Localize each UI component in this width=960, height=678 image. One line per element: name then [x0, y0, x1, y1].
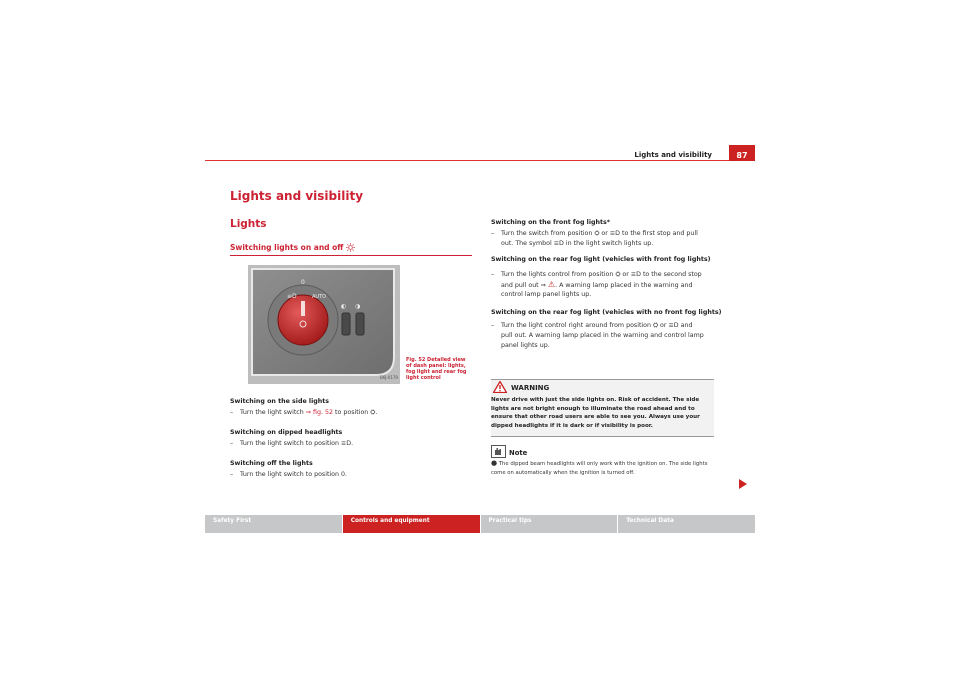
side-lights-text-a: Turn the light switch [240, 409, 306, 416]
off-step: – Turn the light switch to position 0. [230, 471, 348, 478]
rear-fog-nofront-step-2: pull out. A warning lamp placed in the warning and control lamp [501, 332, 704, 339]
warning-text: Never drive with just the side lights on. Risk of accident. The side lights are not bright enough to illuminate the road ahead and to ensure that other road users are able to see you. Always use your dipped headlights if it is dark or if visibility is poor. [491, 397, 700, 429]
rear-fog-nofront-step-1: – Turn the light control right around from position ⛭ or ≡D and [491, 322, 693, 329]
tab-controls-and-equipment[interactable]: Controls and equipment [343, 515, 480, 533]
fig-52-link[interactable]: ⇒ fig. 52 [305, 409, 334, 416]
rear-fog-nofront-text-1: Turn the light control right around from position ⛭ or ≡D and [501, 322, 693, 329]
running-header: Lights and visibility [634, 151, 712, 159]
page-number: 87 [729, 145, 755, 161]
rear-fog-front-text-1: Turn the lights control from position ⛭ or ≡D to the second stop [501, 271, 702, 278]
note-label: Note [509, 449, 528, 457]
subsection-label: Switching lights on and off [230, 243, 344, 252]
dipped-step: – Turn the light switch to position ≡D. [230, 440, 354, 447]
note-text: ● The dipped beam headlights will only work with the ignition on. The side lights come on automatically when the ignition is turned off. [491, 459, 708, 476]
side-lights-heading: Switching on the side lights [230, 398, 329, 405]
svg-text:≡D: ≡D [287, 293, 297, 300]
svg-text:0: 0 [301, 279, 305, 286]
warning-ref-icon[interactable]: ⚠ [547, 280, 556, 289]
svg-text:◐: ◐ [341, 303, 347, 310]
svg-text:AUTO: AUTO [312, 294, 327, 300]
rear-fog-front-step-1: – Turn the lights control from position ⛭ or ≡D to the second stop [491, 271, 702, 278]
rear-fog-nofront-heading: Switching on the rear fog light (vehicles with no front fog lights) [491, 309, 722, 316]
header-rule [205, 160, 755, 161]
dash-panel-figure [248, 265, 400, 384]
dipped-text: Turn the light switch to position ≡D. [240, 440, 354, 447]
section-title: Lights [230, 218, 267, 230]
side-lights-text-b: to position ⛭. [333, 409, 378, 416]
rear-fog-nofront-step-3: panel lights up. [501, 342, 550, 349]
note-body: The dipped beam headlights will only work with the ignition on. The side lights come on automatically when the ignition is turned off. [491, 461, 708, 476]
chapter-title: Lights and visibility [230, 189, 364, 203]
dipped-heading: Switching on dipped headlights [230, 429, 343, 436]
figure-caption: Fig. 52 Detailed view of dash panel: lights, fog light and rear fog light control [406, 357, 467, 381]
rear-fog-front-text-2a: and pull out ⇒ [501, 282, 548, 289]
warning-title: WARNING [511, 384, 550, 392]
front-fog-heading: Switching on the front fog lights* [491, 219, 611, 226]
side-lights-step: – Turn the light switch ⇒ fig. 52 to position ⛭. [230, 409, 378, 416]
front-fog-step-1: – Turn the switch from position ⛭ or ≡D to the first stop and pull [491, 230, 698, 237]
note-hand-icon [491, 445, 506, 458]
tab-technical-data[interactable]: Technical Data [618, 515, 755, 533]
sun-light-icon [346, 243, 355, 252]
off-text: Turn the light switch to position 0. [240, 471, 348, 478]
svg-text:◑: ◑ [355, 303, 361, 310]
next-page-arrow-icon[interactable] [739, 479, 747, 489]
subsection-title [230, 243, 355, 252]
light-switch-illustration [248, 265, 400, 384]
footer-tabs [205, 515, 755, 533]
figure-code: B6J-0179 [380, 375, 398, 380]
off-heading: Switching off the lights [230, 460, 313, 467]
rear-fog-front-heading: Switching on the rear fog light (vehicles with front fog lights) [491, 256, 711, 263]
tab-safety-first[interactable]: Safety First [205, 515, 342, 533]
rear-fog-front-step-3: control lamp panel lights up. [501, 291, 592, 298]
front-fog-text-1: Turn the switch from position ⛭ or ≡D to the first stop and pull [501, 230, 698, 237]
front-fog-step-2: out. The symbol ≡D in the light switch lights up. [501, 240, 654, 247]
rear-fog-front-text-2b: . A warning lamp placed in the warning and [555, 282, 693, 289]
warning-triangle-icon [493, 381, 507, 393]
subsection-rule [230, 255, 472, 256]
tab-practical-tips[interactable]: Practical tips [481, 515, 618, 533]
